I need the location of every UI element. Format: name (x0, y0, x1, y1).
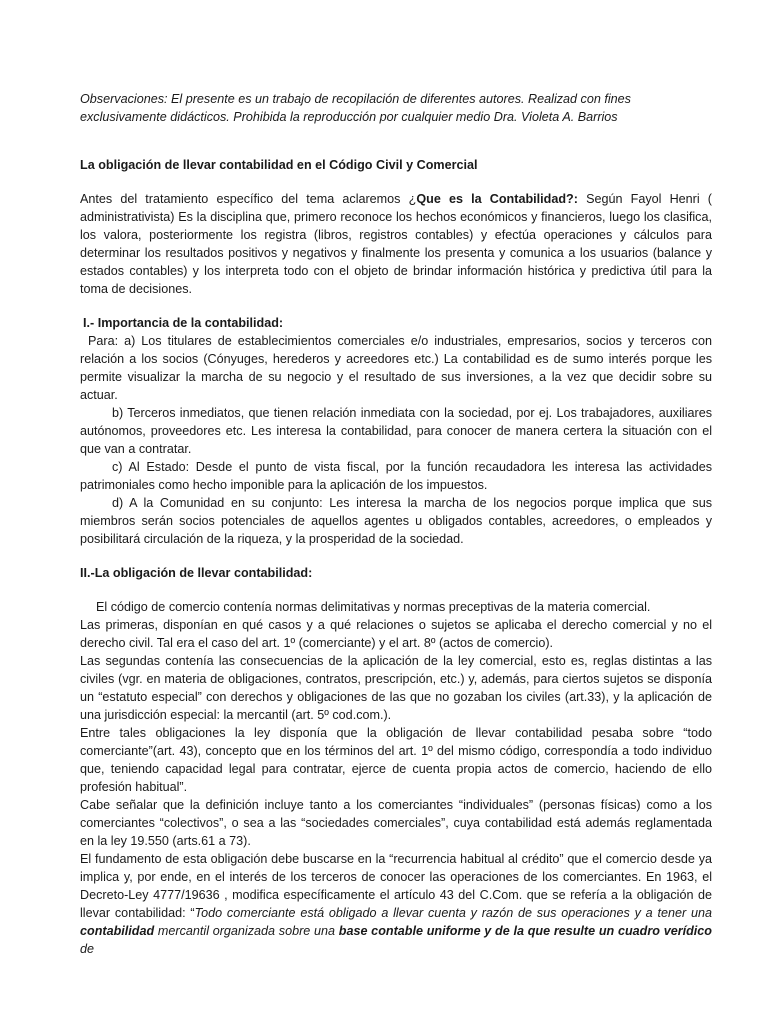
spacer (80, 126, 712, 156)
section-1-item-c: c) Al Estado: Desde el punto de vista fiscal, por la función recaudadora les interesa las actividades patrimoniales como hecho imponible para la aplicación de los impuestos. (80, 460, 712, 492)
section-1-heading: I.- Importancia de la contabilidad: (83, 316, 284, 330)
section-2-paragraph: Entre tales obligaciones la ley disponía que la obligación de llevar contabilidad pesaba sobre “todo comerciante”(art. 43), concepto que en los términos del art. 1º del mismo código, correspondía a todo individuo que, teniendo capacidad legal para contratar, ejerce de cuenta propia actos de comercio, haciendo de ello profesión habitual”. (80, 726, 712, 794)
quote-italic: mercantil organizada sobre una (154, 924, 339, 938)
spacer (80, 298, 712, 314)
section-2-paragraph: Las primeras, disponían en qué casos y a qué relaciones o sujetos se aplicaba el derecho comercial y no el derecho civil. Tal era el caso del art. 1º (comerciante) y el art. 8º (actos de comercio). (80, 618, 712, 650)
section-1-item-b: b) Terceros inmediatos, que tienen relación inmediata con la sociedad, por ej. Los trabajadores, auxiliares autónomos, proveedores etc. Les interesa la contabilidad, para conocer de manera certera la situación con el que van a contratar. (80, 406, 712, 456)
section-1-item-a: Para: a) Los titulares de establecimientos comerciales e/o industriales, empresarios, socios y terceros con relación a los socios (Cónyuges, herederos y acreedores etc.) La contabilidad es de sumo interés porque les permite visualizar la marcha de su negocio y el resultado de sus inversiones, a la vez que decidir sobre su actuar. (80, 334, 712, 402)
spacer (80, 582, 712, 598)
observations-note: Observaciones: El presente es un trabajo de recopilación de diferentes autores. Realizad con fines exclusivamente didácticos. Prohibida la reproducción por cualquier medio Dra. Violeta A. Barrios (80, 92, 631, 124)
spacer (80, 548, 712, 564)
section-1-item-d: d) A la Comunidad en su conjunto: Les interesa la marcha de los negocios porque implica que sus miembros serán socios potenciales de aquellos agentes u obligados contables, acreedores, o empleados y posibilitará circulación de la riqueza, y la prosperidad de la sociedad. (80, 496, 712, 546)
spacer (80, 174, 712, 190)
quote-bold-italic: base contable uniforme y de la que resulte un cuadro verídico (338, 924, 712, 938)
section-2-paragraph: Cabe señalar que la definición incluye tanto a los comerciantes “individuales” (personas físicas) como a los comerciantes “colectivos”, o sea a las “sociedades comerciales”, cuya contabilidad está además reglamentada en la ley 19.550 (arts.61 a 73). (80, 798, 712, 848)
section-2-heading: II.-La obligación de llevar contabilidad: (80, 566, 313, 580)
document-page (80, 90, 712, 958)
section-2-paragraph: El código de comercio contenía normas delimitativas y normas preceptivas de la materia comercial. (96, 600, 651, 614)
quote-italic: Todo comerciante está obligado a llevar cuenta y razón de sus operaciones y a tener una (194, 906, 712, 920)
intro-question: Que es la Contabilidad?: (416, 192, 578, 206)
last-paragraph-text: El fundamento de esta obligación debe buscarse en la “recurrencia habitual al crédito” que el comercio desde ya implica y, por ende, en el interés de los terceros de conocer las operaciones de los comerciantes. En 1963, el Decreto-Ley 4777/19636 , modifica específicamente el artículo 43 del C.Com. que se refería a la obligación de llevar contabilidad: “ (80, 852, 712, 920)
quote-bold-italic: contabilidad (80, 924, 155, 938)
intro-paragraph (80, 190, 712, 298)
quote-italic: de (80, 942, 95, 956)
document-title: La obligación de llevar contabilidad en el Código Civil y Comercial (80, 158, 478, 172)
section-2-last-paragraph (80, 850, 712, 958)
intro-text-after: Según Fayol Henri ( administrativista) Es la disciplina que, primero reconoce los hechos económicos y financieros, luego los clasifica, los valora, posteriormente los registra (libros, registros contables) y efectúa operaciones y cálculos para determinar los resultados positivos y negativos y finalmente los presenta y comunica a los usuarios (balance y estados contables) y los interpreta todo con el objeto de brindar información histórica y predictiva útil para la toma de decisiones. (80, 192, 713, 296)
section-2-paragraph: Las segundas contenía las consecuencias de la aplicación de la ley comercial, esto es, reglas distintas a las civiles (vgr. en materia de obligaciones, contratos, prescripción, etc.) y, además, para ciertos sujetos se disponía un “estatuto especial” con derechos y obligaciones de las que no gozaban los civiles (art.33), y la aplicación de una jurisdicción especial: la mercantil (art. 5º cod.com.). (80, 654, 712, 722)
intro-text-before: Antes del tratamiento específico del tema aclaremos ¿ (80, 192, 417, 206)
